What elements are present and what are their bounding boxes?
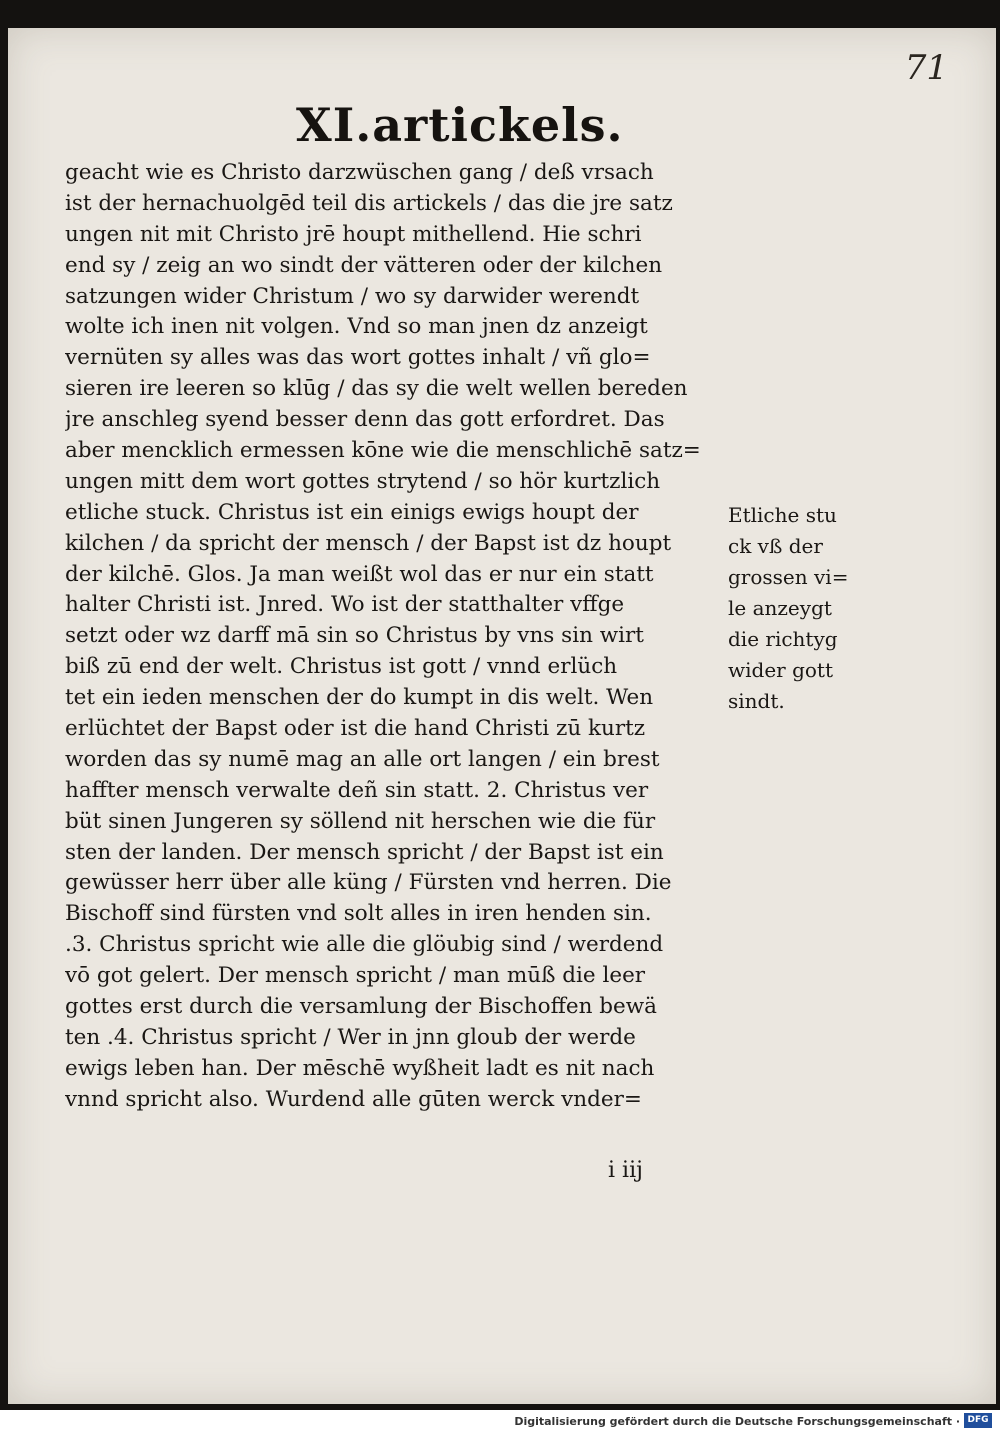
body-line: kilchen / da spricht der mensch / der Bapst ist dz houpt (65, 530, 672, 556)
body-line: ist der hernachuolgēd teil dis artickels / das die jre satz (65, 190, 673, 216)
body-line: satzungen wider Christum / wo sy darwider werendt (65, 283, 640, 309)
body-line: geacht wie es Christo darzwüschen gang / deß vrsach (65, 160, 654, 185)
funding-credit: Digitalisierung gefördert durch die Deutsche Forschungsgemeinschaft · (514, 1415, 960, 1428)
body-line: büt sinen Jungeren sy söllend nit herschen wie die für (65, 808, 656, 834)
body-line: wolte ich inen nit volgen. Vnd so man jnen dz anzeigt (65, 314, 648, 340)
body-line: aber mencklich ermessen kōne wie die menschlichē satz= (65, 438, 701, 464)
body-line: ewigs leben han. Der mēschē wyßheit ladt es nit nach (65, 1055, 655, 1081)
body-line: erlüchtet der Bapst oder ist die hand Christi zū kurtz (65, 716, 646, 742)
body-line: worden das sy numē mag an alle ort langen / ein brest (65, 746, 660, 772)
body-line: biß zū end der welt. Christus ist gott / vnnd erlüch (65, 654, 618, 680)
body-line: vō got gelert. Der mensch spricht / man mūß die leer (65, 963, 646, 989)
body-line: tet ein ieden menschen der do kumpt in dis welt. Wen (65, 685, 654, 711)
body-line: ten .4. Christus spricht / Wer in jnn gloub der werde (65, 1024, 636, 1050)
body-line: ungen nit mit Christo jrē houpt mithellend. Hie schri (65, 221, 642, 247)
body-line: .3. Christus spricht wie alle die glöubig sind / werdend (65, 932, 664, 958)
marginal-note-line: die richtyg (728, 627, 838, 651)
marginal-note (728, 500, 868, 717)
body-text-block (65, 158, 735, 1116)
body-line: der kilchē. Glos. Ja man weißt wol das er nur ein statt (65, 561, 654, 587)
signature-mark: i iij (608, 1158, 643, 1183)
body-line: gottes erst durch die versamlung der Bischoffen bewä (65, 994, 657, 1020)
body-line: ungen mitt dem wort gottes strytend / so hör kurtzlich (65, 468, 661, 494)
body-line: etliche stuck. Christus ist ein einigs ewigs houpt der (65, 499, 639, 525)
marginal-note-line: ck vß der (728, 534, 823, 558)
body-line: haffter mensch verwalte deñ sin statt. 2. Christus ver (65, 777, 649, 803)
dfg-logo-icon: DFG (964, 1413, 992, 1428)
body-line: vnnd spricht also. Wurdend alle gūten werck vnder= (65, 1086, 642, 1112)
folio-number: 71 (904, 48, 948, 88)
marginal-note-line: le anzeygt (728, 596, 832, 620)
body-line: end sy / zeig an wo sindt der vätteren oder der kilchen (65, 252, 663, 278)
body-line: setzt oder wz darff mā sin so Christus by vns sin wirt (65, 623, 644, 649)
body-line: sieren ire leeren so klūg / das sy die welt wellen bereden (65, 376, 688, 402)
book-page (8, 28, 996, 1404)
marginal-note-line: sindt. (728, 689, 785, 713)
body-line: Bischoff sind fürsten vnd solt alles in iren henden sin. (65, 901, 652, 927)
marginal-note-line: Etliche stu (728, 503, 837, 527)
marginal-note-line: grossen vi= (728, 565, 849, 589)
body-line: halter Christi ist. Jnred. Wo ist der statthalter vffge (65, 592, 625, 618)
body-line: jre anschleg syend besser denn das gott erfordret. Das (65, 407, 665, 433)
body-line: vernüten sy alles was das wort gottes inhalt / vñ glo= (65, 345, 651, 371)
body-line: sten der landen. Der mensch spricht / der Bapst ist ein (65, 839, 664, 865)
marginal-note-line: wider gott (728, 658, 833, 682)
footer-bar (0, 1410, 1000, 1434)
body-line: gewüsser herr über alle küng / Fürsten vnd herren. Die (65, 870, 672, 896)
running-head: XI.artickels. (296, 98, 624, 152)
